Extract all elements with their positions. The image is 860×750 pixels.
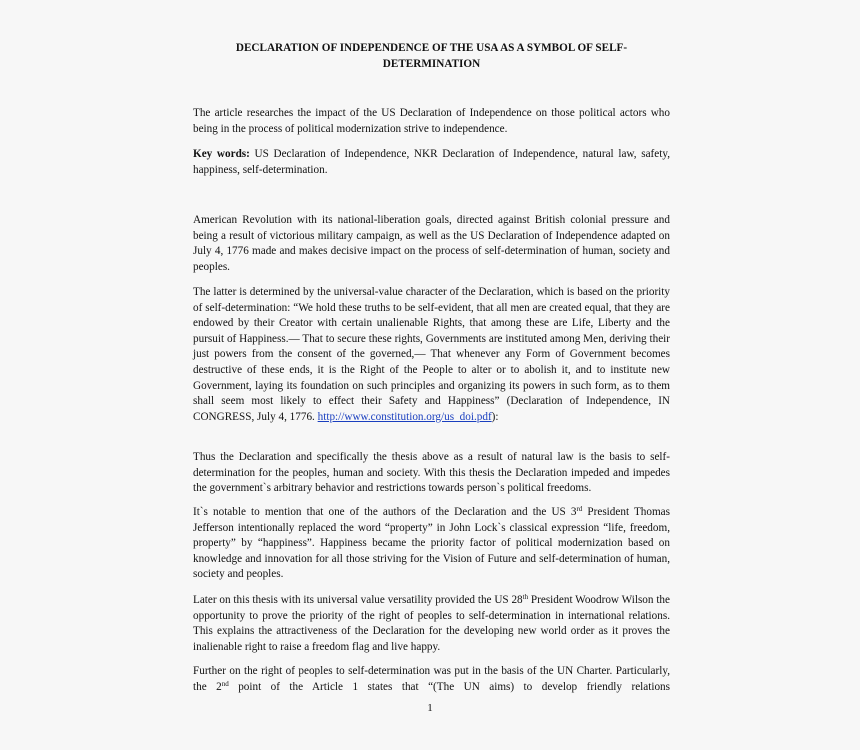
paragraph-5-text-end: President Woodrow Wilson the opportunity to prove the priority of the right of peoples to self-determination in international relations. This explains the attractiveness of the Declaration for the developing new world order as it proves the inalienable right to raise a freedom flag and live happy.	[193, 594, 670, 653]
declaration-quote: The latter is determined by the universal-value character of the Declaration, which is based on the priority of self-determination: “We hold these truths to be self-evident, that all men are created equal, that they are endowed by their Creator with certain unalienable Rights, that among these are Life, Liberty and the pursuit of Happiness.— That to secure these rights, Governments are instituted among Men, deriving their just powers from the consent of the governed,— That whenever any Form of Government becomes destructive of these ends, it is the Right of the People to alter or to abolish it, and to institute new Government, laying its foundation on such principles and organizing its powers in such form, as to them shall seem most likely to effect their Safety and Happiness” (Declaration of Independence, IN CONGRESS, July 4, 1776.	[193, 286, 670, 423]
keywords-paragraph	[193, 147, 670, 178]
body-paragraph-5	[193, 593, 670, 655]
superscript-th: th	[522, 593, 529, 601]
superscript-rd: rd	[576, 505, 583, 513]
paragraph-4-text-end: President Thomas Jefferson intentionally replaced the word “property” in John Lock`s classical expression “life, freedom, property” by “happiness”. Happiness became the priority factor of political modernization based on knowledge and innovation for all those striving for the Vision of Future and self-determination of human, society and peoples.	[193, 506, 670, 581]
body-paragraph-4	[193, 505, 670, 583]
paragraph-4-text-start: It`s notable to mention that one of the authors of the Declaration and the US 3	[193, 506, 577, 518]
body-paragraph-3: Thus the Declaration and specifically the thesis above as a result of natural law is the basis to self-determination for the peoples, human and society. With this thesis the Declaration impeded and impedes the government`s arbitrary behavior and restrictions towards person`s political freedoms.	[193, 451, 670, 495]
superscript-nd: nd	[221, 679, 229, 688]
citation-close: ):	[491, 410, 499, 423]
abstract-paragraph: The article researches the impact of the US Declaration of Independence on those political actors who being in the process of political modernization strive to independence.	[193, 107, 670, 135]
constitution-link[interactable]: http://www.constitution.org/us_doi.pdf	[317, 410, 492, 423]
keywords-label: Key words:	[193, 148, 250, 160]
paragraph-5-text-start: Later on this thesis with its universal value versatility provided the US 28	[193, 594, 523, 606]
body-paragraph-6	[193, 664, 670, 695]
keywords-text: US Declaration of Independence, NKR Declaration of Independence, natural law, safety, happiness, self-determination.	[193, 148, 671, 176]
paragraph-6-text-start: Further on the right of peoples to self-determination was put in the basis of the UN Charter. Particularly, the 2	[193, 665, 670, 693]
body-paragraph-2	[193, 285, 670, 425]
body-paragraph-1: American Revolution with its national-liberation goals, directed against British colonial pressure and being a result of victorious military campaign, as well as the US Declaration of Independence adapted on July 4, 1776 made and makes decisive impact on the process of self-determination of human, society and peoples.	[193, 214, 670, 273]
page-number: 1	[427, 702, 433, 714]
document-title: DECLARATION OF INDEPENDENCE OF THE USA AS A SYMBOL OF SELF-DETERMINATION	[235, 42, 628, 70]
paragraph-6-text-end: point of the Article 1 states that “(The UN aims) to develop friendly relations	[228, 680, 670, 693]
